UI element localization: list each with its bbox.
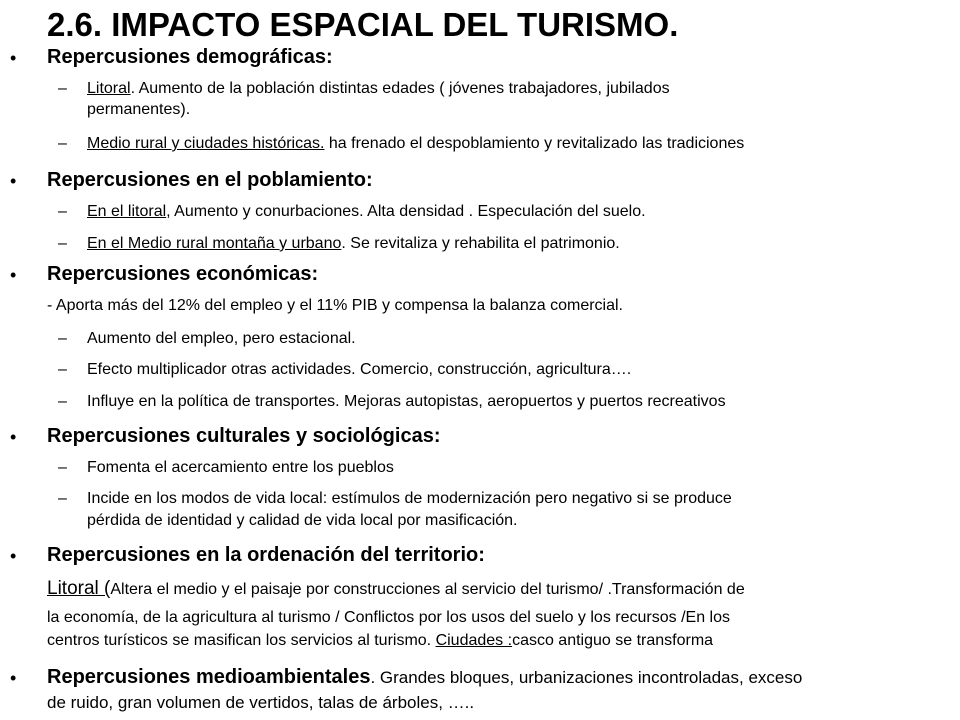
ordenacion-text: Altera el medio y el paisaje por construcciones al servicio del turismo/ .Transformación de <box>110 581 745 598</box>
dash: – <box>58 235 67 252</box>
heading-medioambientales <box>47 666 802 689</box>
ciudades-label: Ciudades : <box>435 632 513 649</box>
ordenacion-line-2: la economía, de la agricultura al turismo / Conflictos por los usos del suelo y los recursos /En los <box>47 609 730 626</box>
bullet: • <box>10 48 17 68</box>
ordenacion-line-3 <box>47 632 713 650</box>
culturales-item-2: Incide en los modos de vida local: estímulos de modernización pero negativo si se produce <box>87 490 732 507</box>
ordenacion-line-1 <box>47 578 745 600</box>
dash: – <box>58 80 67 97</box>
demograficas-litoral-cont: permanentes). <box>87 101 191 118</box>
culturales-item-2-cont: pérdida de identidad y calidad de vida local por masificación. <box>87 512 518 529</box>
culturales-item-1: Fomenta el acercamiento entre los pueblos <box>87 459 394 476</box>
economicas-intro: - Aporta más del 12% del empleo y el 11% PIB y compensa la balanza comercial. <box>47 297 623 314</box>
bullet: • <box>10 668 17 688</box>
rural-label: Medio rural y ciudades históricas. <box>87 135 325 152</box>
dash: – <box>58 135 67 152</box>
bullet: • <box>10 427 17 447</box>
litoral-label: Litoral <box>87 80 131 97</box>
dash: – <box>58 459 67 476</box>
poblamiento-item-1 <box>87 203 646 221</box>
dash: – <box>58 203 67 220</box>
litoral-label: Litoral ( <box>47 578 111 599</box>
slide-title: 2.6. IMPACTO ESPACIAL DEL TURISMO. <box>47 6 679 43</box>
poblamiento-item-2 <box>87 235 620 253</box>
demograficas-litoral <box>87 80 670 98</box>
medioambientales-text: . Grandes bloques, urbanizaciones incontroladas, exceso <box>370 668 803 687</box>
bullet: • <box>10 171 17 191</box>
heading-medioambientales-label: Repercusiones medioambientales <box>47 666 371 688</box>
economicas-item-2: Efecto multiplicador otras actividades. Comercio, construcción, agricultura…. <box>87 361 632 378</box>
heading-poblamiento: Repercusiones en el poblamiento: <box>47 169 373 191</box>
economicas-item-1: Aumento del empleo, pero estacional. <box>87 330 356 347</box>
dash: – <box>58 490 67 507</box>
dash: – <box>58 361 67 378</box>
item-text: . Se revitaliza y rehabilita el patrimonio. <box>341 235 620 252</box>
economicas-item-3: Influye en la política de transportes. Mejoras autopistas, aeropuertos y puertos recreativos <box>87 393 726 410</box>
rural-label: En el Medio rural montaña y urbano <box>87 235 342 252</box>
ordenacion-text-end: casco antiguo se transforma <box>512 632 714 649</box>
litoral-label: En el litoral <box>87 203 167 220</box>
dash: – <box>58 393 67 410</box>
heading-economicas: Repercusiones económicas: <box>47 263 319 285</box>
bullet: • <box>10 546 17 566</box>
ordenacion-text: centros turísticos se masifican los servicios al turismo. <box>47 632 436 649</box>
bullet: • <box>10 265 17 285</box>
heading-ordenacion: Repercusiones en la ordenación del territorio: <box>47 544 485 566</box>
litoral-text: . Aumento de la población distintas edades ( jóvenes trabajadores, jubilados <box>130 80 670 97</box>
rural-text: ha frenado el despoblamiento y revitalizado las tradiciones <box>324 135 745 152</box>
heading-demograficas: Repercusiones demográficas: <box>47 46 333 68</box>
item-text: , Aumento y conurbaciones. Alta densidad . Especulación del suelo. <box>166 203 646 220</box>
medioambientales-line-2: de ruido, gran volumen de vertidos, talas de árboles, ….. <box>47 693 475 712</box>
heading-culturales: Repercusiones culturales y sociológicas: <box>47 425 441 447</box>
demograficas-rural <box>87 135 744 153</box>
dash: – <box>58 330 67 347</box>
